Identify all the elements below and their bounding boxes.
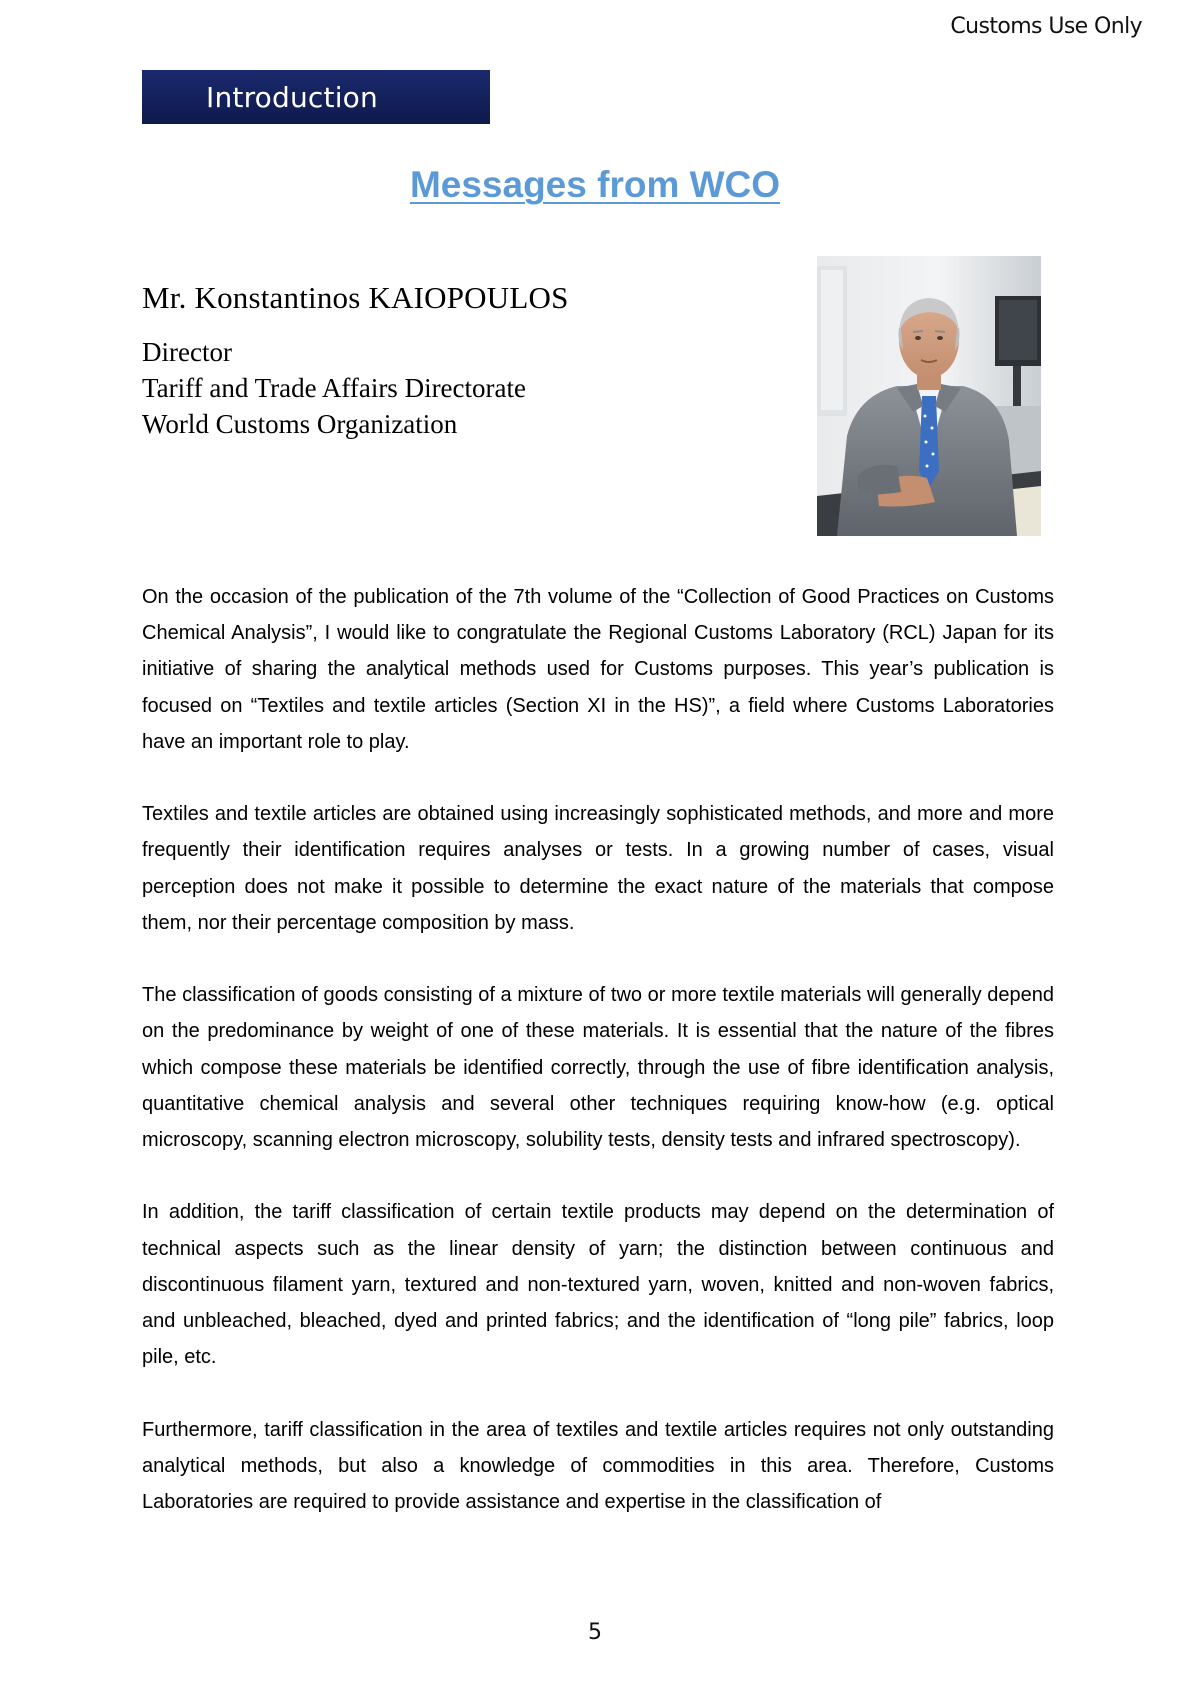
message-body (142, 579, 1054, 1556)
portrait-photo-icon (817, 256, 1041, 536)
page-title: Messages from WCO (409, 164, 781, 205)
author-role-line: Director (142, 337, 232, 367)
author-role-line: Tariff and Trade Affairs Directorate (142, 373, 526, 403)
paragraph: The classification of goods consisting of a mixture of two or more textile materials will generally depend on the predominance by weight of one of these materials. It is essential that the nature of the fibres which compose these materials be identified correctly, through the use of fibre identification analysis, quantitative chemical analysis and several other techniques requiring know-how (e.g. optical microscopy, scanning electron microscopy, solubility tests, density tests and infrared spectroscopy). (142, 984, 1054, 1152)
paragraph: In addition, the tariff classification of certain textile products may depend on the determination of technical aspects such as the linear density of yarn; the distinction between continuous and discontinuous filament yarn, textured and non-textured yarn, woven, knitted and non-woven fabrics, and unbleached, bleached, dyed and printed fabrics; and the identification of “long pile” fabrics, loop pile, etc. (142, 1201, 1054, 1369)
author-block (142, 280, 569, 442)
paragraph: Textiles and textile articles are obtained using increasingly sophisticated methods, and more and more frequently their identification requires analyses or tests. In a growing number of cases, visual perception does not make it possible to determine the exact nature of the materials that compose them, nor their percentage composition by mass. (142, 803, 1054, 934)
paragraph: Furthermore, tariff classification in the area of textiles and textile articles requires not only outstanding analytical methods, but also a knowledge of commodities in this area. Therefore, Customs Laboratories are required to provide assistance and expertise in the classification of (142, 1418, 1054, 1514)
author-role-line: World Customs Organization (142, 409, 458, 439)
author-name: Mr. Konstantinos KAIOPOULOS (142, 280, 569, 315)
classification-label: Customs Use Only (950, 14, 1142, 39)
section-banner (142, 70, 490, 124)
page-number: 5 (588, 1620, 602, 1645)
section-banner-label: Introduction (206, 80, 378, 114)
paragraph: On the occasion of the publication of the 7th volume of the “Collection of Good Practices on Customs Chemical Analysis”, I would like to congratulate the Regional Customs Laboratory (RCL) Japan for its initiative of sharing the analytical methods used for Customs purposes. This year’s publication is focused on “Textiles and textile articles (Section XI in the HS)”, a field where Customs Laboratories have an important role to play. (142, 586, 1054, 753)
author-portrait (817, 256, 1041, 536)
